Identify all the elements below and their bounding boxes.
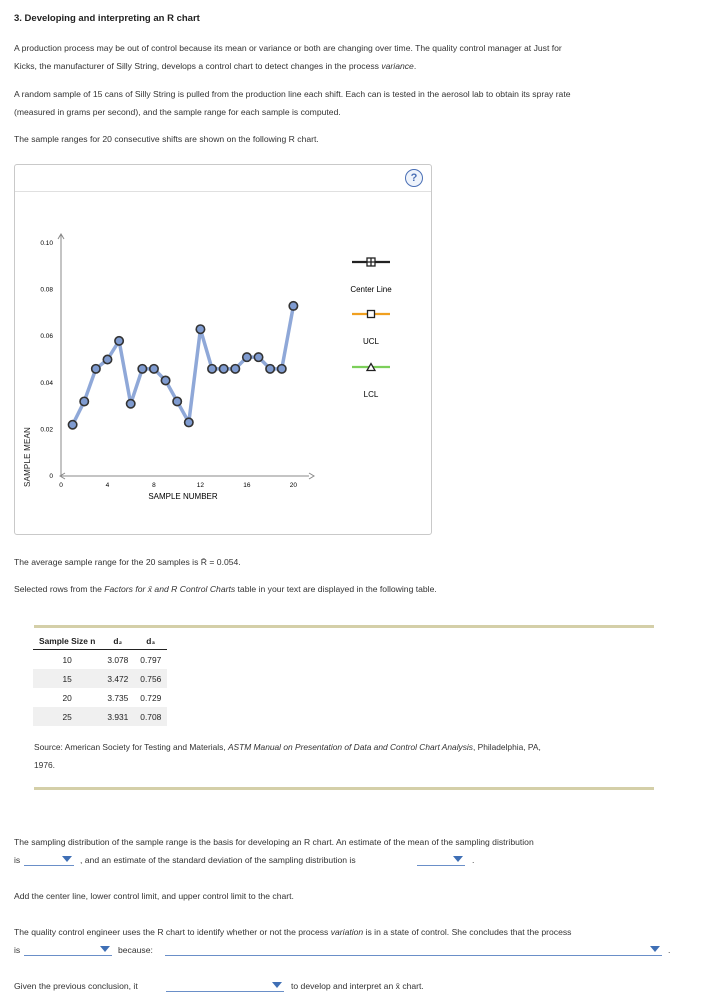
- legend-label: Center Line: [350, 285, 392, 294]
- data-point: [208, 365, 216, 373]
- sampling-question-line-1: The sampling distribution of the sample range is the basis for developing an R chart. An estimate of the mean of the sampling distribution: [14, 837, 534, 847]
- table-intro-a: Selected rows from the: [14, 584, 105, 594]
- data-point: [127, 400, 135, 408]
- data-point: [103, 355, 111, 363]
- chevron-down-icon: [272, 982, 282, 988]
- table-top-divider: [34, 625, 654, 628]
- rbar-text-a: The average sample range for the 20 samples is: [14, 557, 201, 567]
- intro-paragraph: [14, 39, 694, 75]
- data-point: [92, 365, 100, 373]
- help-icon[interactable]: ?: [405, 169, 423, 187]
- y-tick-label: 0.10: [40, 240, 53, 247]
- series-line: [73, 306, 294, 425]
- x-axis-label: SAMPLE NUMBER: [148, 492, 218, 501]
- rbar-symbol: R̄: [200, 557, 207, 567]
- cell-n: 10: [62, 654, 72, 665]
- x-tick-label: 16: [243, 482, 251, 489]
- data-point: [138, 365, 146, 373]
- cell-n: 20: [62, 692, 72, 703]
- table-bottom-divider: [34, 787, 654, 790]
- table-intro-em: Factors for x̄ and R Control Charts: [104, 584, 236, 594]
- factors-table-wrap: [33, 633, 167, 726]
- is-word-2: is: [14, 945, 21, 955]
- chart-intro: The sample ranges for 20 consecutive shifts are shown on the following R chart.: [14, 134, 319, 144]
- data-point: [278, 365, 286, 373]
- chevron-down-icon: [650, 946, 660, 952]
- chevron-down-icon: [62, 856, 72, 862]
- engineer-em: variation: [330, 927, 364, 937]
- source-label: Source: American Society for Testing and Materials,: [34, 742, 228, 752]
- data-point: [173, 397, 181, 405]
- sampling-paragraph: [14, 85, 694, 121]
- x-tick-label: 4: [105, 482, 110, 489]
- table-intro: [14, 580, 694, 598]
- table-row: [33, 669, 167, 688]
- x-tick-label: 0: [59, 482, 63, 489]
- cell-n: 25: [33, 707, 101, 726]
- r-chart: [15, 165, 431, 534]
- engineer-question: [14, 923, 694, 941]
- cell-n: 15: [33, 669, 101, 688]
- intro-variance-em: variance: [381, 61, 414, 71]
- question-title: 3. Developing and interpreting an R chart: [14, 13, 200, 24]
- sampling-line-1: A random sample of 15 cans of Silly String is pulled from the production line each shift. Each can is tested in the aerosol lab to obtain its spray rate: [14, 89, 571, 99]
- cell-d3: 0.797: [140, 654, 162, 665]
- is-word-1: is: [14, 855, 21, 865]
- mean-estimate-dropdown[interactable]: [24, 853, 74, 866]
- y-tick-label: 0: [49, 473, 53, 480]
- intro-period: .: [413, 61, 417, 71]
- reason-period: .: [668, 945, 671, 955]
- cell-d3: 0.756: [134, 669, 167, 688]
- y-tick-label: 0.02: [40, 426, 53, 434]
- intro-line-2: Kicks, the manufacturer of Silly String, develops a control chart to detect changes in the process: [14, 61, 382, 71]
- chevron-down-icon: [100, 946, 110, 952]
- table-row: [33, 707, 167, 726]
- sampling-distribution-question: [14, 833, 694, 851]
- sd-period: .: [472, 855, 475, 865]
- cell-d2: 3.735: [107, 692, 129, 703]
- sd-question-text: , and an estimate of the standard deviation of the sampling distribution is: [80, 855, 356, 865]
- data-point: [254, 353, 262, 361]
- x-tick-label: 8: [152, 482, 156, 489]
- legend-label: UCL: [362, 337, 380, 346]
- rbar-text-b: = 0.054.: [207, 557, 241, 567]
- because-label: because:: [118, 945, 153, 955]
- source-year: 1976.: [34, 760, 55, 770]
- chart-series: [68, 302, 297, 429]
- header-d2: d₂: [101, 633, 134, 650]
- x-tick-label: 12: [196, 482, 205, 489]
- factors-table: [33, 633, 167, 726]
- y-axis-label: SAMPLE MEAN: [23, 427, 32, 487]
- data-point: [219, 365, 227, 373]
- cell-d3: 0.708: [134, 707, 167, 726]
- intro-line-1: A production process may be out of control because its mean or variance or both are changing over time. The quality control manager at Just for: [14, 43, 562, 53]
- y-tick-label: 0.04: [40, 379, 53, 387]
- source-rest: , Philadelphia, PA,: [472, 742, 541, 752]
- given-text-b: to develop and interpret an x̄ chart.: [291, 981, 424, 991]
- data-point: [266, 365, 274, 373]
- header-d3: d₃: [134, 633, 167, 650]
- y-tick-label: 0.06: [40, 333, 53, 341]
- data-point: [243, 353, 251, 361]
- x-axis-arrow-icon: [309, 473, 314, 479]
- rbar-sentence: [14, 553, 694, 571]
- engineer-text-a: The quality control engineer uses the R chart to identify whether or not the process: [14, 927, 331, 937]
- data-point: [161, 376, 169, 384]
- header-sample-size: Sample Size n: [33, 633, 101, 650]
- reason-dropdown[interactable]: [165, 943, 662, 956]
- sampling-line-2: (measured in grams per second), and the sample range for each sample is computed.: [14, 107, 341, 117]
- table-row: [33, 650, 167, 670]
- cell-d3: 0.729: [140, 692, 162, 703]
- data-point: [68, 421, 76, 429]
- source-em: ASTM Manual on Presentation of Data and Control Chart Analysis: [227, 742, 473, 752]
- data-point: [115, 337, 123, 345]
- cell-d2: 3.472: [101, 669, 134, 688]
- data-point: [231, 365, 239, 373]
- chevron-down-icon: [453, 856, 463, 862]
- data-point: [196, 325, 204, 333]
- engineer-text-b: is in a state of control. She concludes that the process: [363, 927, 572, 937]
- y-tick-label: 0.08: [40, 286, 53, 294]
- legend-square-icon: [368, 311, 375, 318]
- data-point: [185, 418, 193, 426]
- table-source: [34, 738, 674, 774]
- data-point: [80, 397, 88, 405]
- table-row: [33, 688, 167, 707]
- x-tick-label: 20: [289, 482, 297, 489]
- table-intro-b: table in your text are displayed in the following table.: [235, 584, 437, 594]
- legend-label: LCL: [363, 390, 379, 399]
- data-point: [150, 365, 158, 373]
- factors-header-row: [33, 633, 167, 650]
- chart-legend[interactable]: [350, 258, 392, 399]
- r-chart-panel: [14, 164, 432, 535]
- given-text-a: Given the previous conclusion, it: [14, 981, 138, 991]
- conclusion-dropdown[interactable]: [166, 979, 284, 992]
- cell-d2: 3.078: [107, 654, 129, 665]
- sd-estimate-dropdown[interactable]: [417, 853, 465, 866]
- add-lines-instruction: Add the center line, lower control limit, and upper control limit to the chart.: [14, 891, 294, 901]
- control-state-dropdown[interactable]: [24, 943, 112, 956]
- data-point: [289, 302, 297, 310]
- cell-d2: 3.931: [101, 707, 134, 726]
